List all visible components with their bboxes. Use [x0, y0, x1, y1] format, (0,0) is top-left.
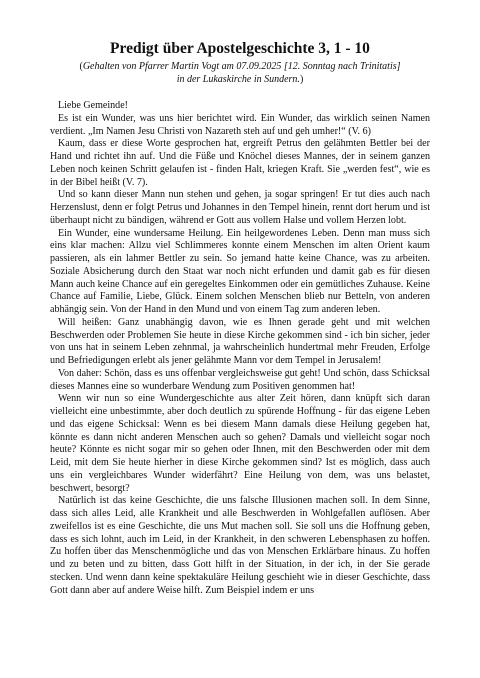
paragraph: Natürlich ist das keine Geschichte, die uns falsche Illusionen machen soll. In dem Sinne, dass sich alles Leid, alle Krankheit und alle Beschwerden in Wohlgefallen auflösen. Aber zweifellos ist es eine Geschichte, die uns Mut machen soll. Sie soll uns die Hoffnung geben, dass es sich lohnt, auch im Leid, in der Krankheit, in den schweren Lebensphasen zu hoffen. Zu hoffen über das Menschenmögliche und das von Menschen Erklärbare hinaus. Zu hoffen und zu beten und zu bitten, dass Gott hilft in der Situation, in der ich, in der Sie gerade stecken. Und wenn dann keine spektakuläre Heilung geschieht wie in dieser Geschichte, dass Gott dann aber auf andere Weise hilft. Zum Beispiel indem er uns: [50, 495, 430, 596]
paragraph: Kaum, dass er diese Worte gesprochen hat, ergreift Petrus den gelähmten Bettler bei der Hand und richtet ihn auf. Und die Füße und Knöchel dieses Mannes, der in seinem ganzen Leben noch keinen Schritt gelaufen ist - finden Halt, kriegen Kraft. Sie „werden fest“, wie es in der Bibel heißt (V. 7).: [50, 138, 430, 188]
paragraph: Wenn wir nun so eine Wundergeschichte aus alter Zeit hören, dann knüpft sich daran vielleicht eine unbestimmte, aber doch deutlich zu spürende Hoffnung - für das eigene Leben und das eigene Schicksal: Wenn es bei diesem Mann damals diese Heilung gegeben hat, könnte es dann nicht anderen Menschen auch so gehen? Damals und vielleicht sogar noch heute? Könnte es nicht sogar mir so gehen oder Ihnen, mit den Beschwerden oder mit dem Leid, mit dem Sie heute hierher in diese Kirche gekommen sind? Ist es möglich, dass auch uns ein vergleichbares Wunder widerfährt? Eine Heilung von dem, was uns belastet, beschwert, besorgt?: [50, 393, 430, 494]
paragraph: Von daher: Schön, dass es uns offenbar vergleichsweise gut geht! Und schön, dass Schicksal dieses Mannes eine so wunderbare Wendung zum Positiven genommen hat!: [50, 367, 430, 392]
subtitle-line-1: Gehalten von Pfarrer Martin Vogt am 07.09.2025 [12. Sonntag nach Trinitatis]: [82, 61, 401, 72]
sermon-title: Predigt über Apostelgeschichte 3, 1 - 10: [110, 40, 370, 57]
paragraph: Ein Wunder, eine wundersame Heilung. Ein heilgewordenes Leben. Denn man muss sich eins klar machen: Allzu viel Schlimmeres konnte einem Menschen im alten Orient kaum passieren, als ein lahmer Bettler zu sein. So jemand hatte keine Chance, was zu arbeiten. Soziale Absicherung durch den Staat war noch nicht erfunden und damit gab es für diesen Mann auch keine Chance auf ein geregeltes Einkommen oder ein gemütliches Zuhause. Keine Chance auf Familie, Liebe, Glück. Einem solchen Menschen blieb nur Betteln, von anderen abhängig sein. Von der Hand in den Mund und von einem Tag zum anderen leben.: [50, 227, 430, 316]
subtitle-close-paren: ): [299, 73, 304, 85]
subtitle-open-paren: (: [79, 61, 83, 72]
subtitle-line-2: in der Lukaskirche in Sundern.: [176, 73, 300, 85]
paragraph: Liebe Gemeinde!: [58, 100, 129, 112]
paragraph: Will heißen: Ganz unabhängig davon, wie es Ihnen gerade geht und mit welchen Beschwerden oder Problemen Sie heute in diese Kirche gekommen sind - ich bin sicher, jeder von uns hat in seinem Leben zehnmal, ja wahrscheinlich hundertmal mehr Freuden, Erfolge und Befriedigungen erlebt als jener gelähmte Mann vor dem Tempel in Jerusalem!: [50, 316, 430, 367]
sermon-subtitle: [50, 61, 430, 86]
paragraph: Und so kann dieser Mann nun stehen und gehen, ja sogar springen! Er tut dies auch nach Herzenslust, denn er folgt Petrus und Johannes in den Tempel hinein, rennt dort herum und ist überhaupt nicht zu bändigen, während er Gott aus vollem Halse und vollem Herzen lobt.: [50, 189, 430, 226]
paragraph: Es ist ein Wunder, was uns hier berichtet wird. Ein Wunder, das wirklich seinen Namen verdient. „Im Namen Jesu Christi von Nazareth steh auf und geh umher!“ (V. 6): [50, 112, 430, 137]
sermon-body: [50, 100, 430, 597]
